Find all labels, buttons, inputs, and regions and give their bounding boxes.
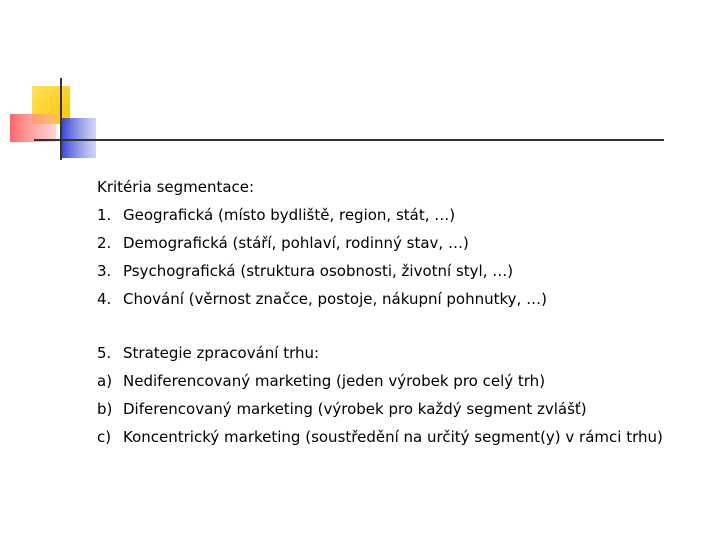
list-item <box>97 344 697 363</box>
list-item <box>97 262 697 281</box>
list-item <box>97 290 697 309</box>
list-marker: c) <box>97 428 112 446</box>
decor-blue-square <box>60 118 96 158</box>
list-item <box>97 372 697 391</box>
list-item <box>97 234 697 253</box>
list-item <box>97 400 697 419</box>
list-item-text: Diferencovaný marketing (výrobek pro každý segment zvlášť) <box>123 400 587 418</box>
decor-red-bar <box>10 114 56 142</box>
list-marker: 3. <box>97 262 112 280</box>
slide-body <box>97 178 697 456</box>
list-item <box>97 206 697 225</box>
list-marker: 4. <box>97 290 112 308</box>
segmentation-heading: Kritéria segmentace: <box>97 178 255 196</box>
list-item-text: Demografická (stáří, pohlaví, rodinný stav, …) <box>123 234 469 252</box>
list-item-text: Koncentrický marketing (soustředění na určitý segment(y) v rámci trhu) <box>123 428 663 446</box>
list-item-text: Geografická (místo bydliště, region, stát, …) <box>123 206 456 224</box>
slide-decoration <box>0 0 720 200</box>
list-marker: 5. <box>97 344 112 362</box>
list-item <box>97 428 697 447</box>
strategies-list <box>97 344 697 447</box>
list-item-text: Chování (věrnost značce, postoje, nákupní pohnutky, …) <box>123 290 547 308</box>
list-marker: 2. <box>97 234 112 252</box>
list-item-text: Nediferencovaný marketing (jeden výrobek pro celý trh) <box>123 372 546 390</box>
list-marker: a) <box>97 372 113 390</box>
list-marker: 1. <box>97 206 112 224</box>
list-marker: b) <box>97 400 113 418</box>
criteria-list <box>97 206 697 309</box>
list-item-text: Strategie zpracování trhu: <box>123 344 320 362</box>
list-item-text: Psychografická (struktura osobnosti, životní styl, …) <box>123 262 514 280</box>
